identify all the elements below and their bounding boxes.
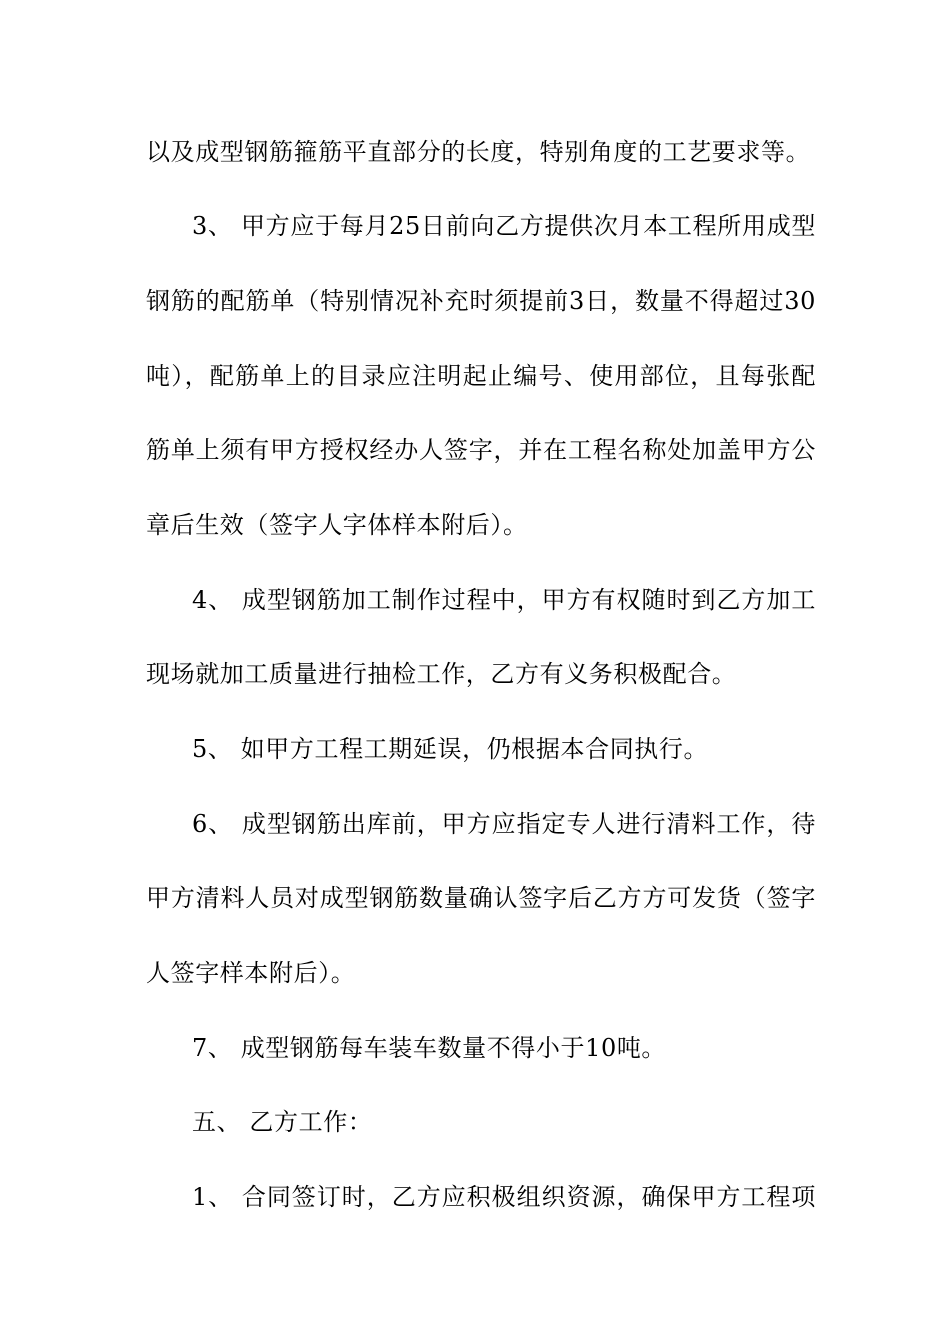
section-heading: 五、 乙方工作： bbox=[192, 1108, 373, 1136]
text-line-9: 5、 如甲方工程工期延误，仍根据本合同执行。 bbox=[192, 735, 709, 763]
text-line-1: 以及成型钢筋箍筋平直部分的长度，特别角度的工艺要求等。 bbox=[146, 138, 811, 166]
text-line-11: 甲方清料人员对成型钢筋数量确认签字后乙方方可发货（签字 bbox=[146, 884, 816, 912]
text-line-7: 4、 成型钢筋加工制作过程中，甲方有权随时到乙方加工 bbox=[192, 586, 816, 614]
text-line-10: 6、 成型钢筋出库前，甲方应指定专人进行清料工作，待 bbox=[192, 810, 816, 838]
text-line-2: 3、 甲方应于每月25日前向乙方提供次月本工程所用成型 bbox=[192, 212, 816, 240]
text-line-13: 7、 成型钢筋每车装车数量不得小于10吨。 bbox=[192, 1034, 667, 1062]
text-line-12: 人签字样本附后）。 bbox=[146, 959, 356, 987]
text-line-5: 筋单上须有甲方授权经办人签字，并在工程名称处加盖甲方公 bbox=[146, 436, 816, 464]
text-line-3: 钢筋的配筋单（特别情况补充时须提前3日，数量不得超过30 bbox=[146, 287, 816, 315]
text-line-15: 1、 合同签订时，乙方应积极组织资源，确保甲方工程项 bbox=[192, 1183, 816, 1211]
text-line-6: 章后生效（签字人字体样本附后）。 bbox=[146, 511, 528, 539]
text-line-8: 现场就加工质量进行抽检工作，乙方有义务积极配合。 bbox=[146, 660, 737, 688]
text-line-4: 吨），配筋单上的目录应注明起止编号、使用部位，且每张配 bbox=[146, 362, 816, 390]
